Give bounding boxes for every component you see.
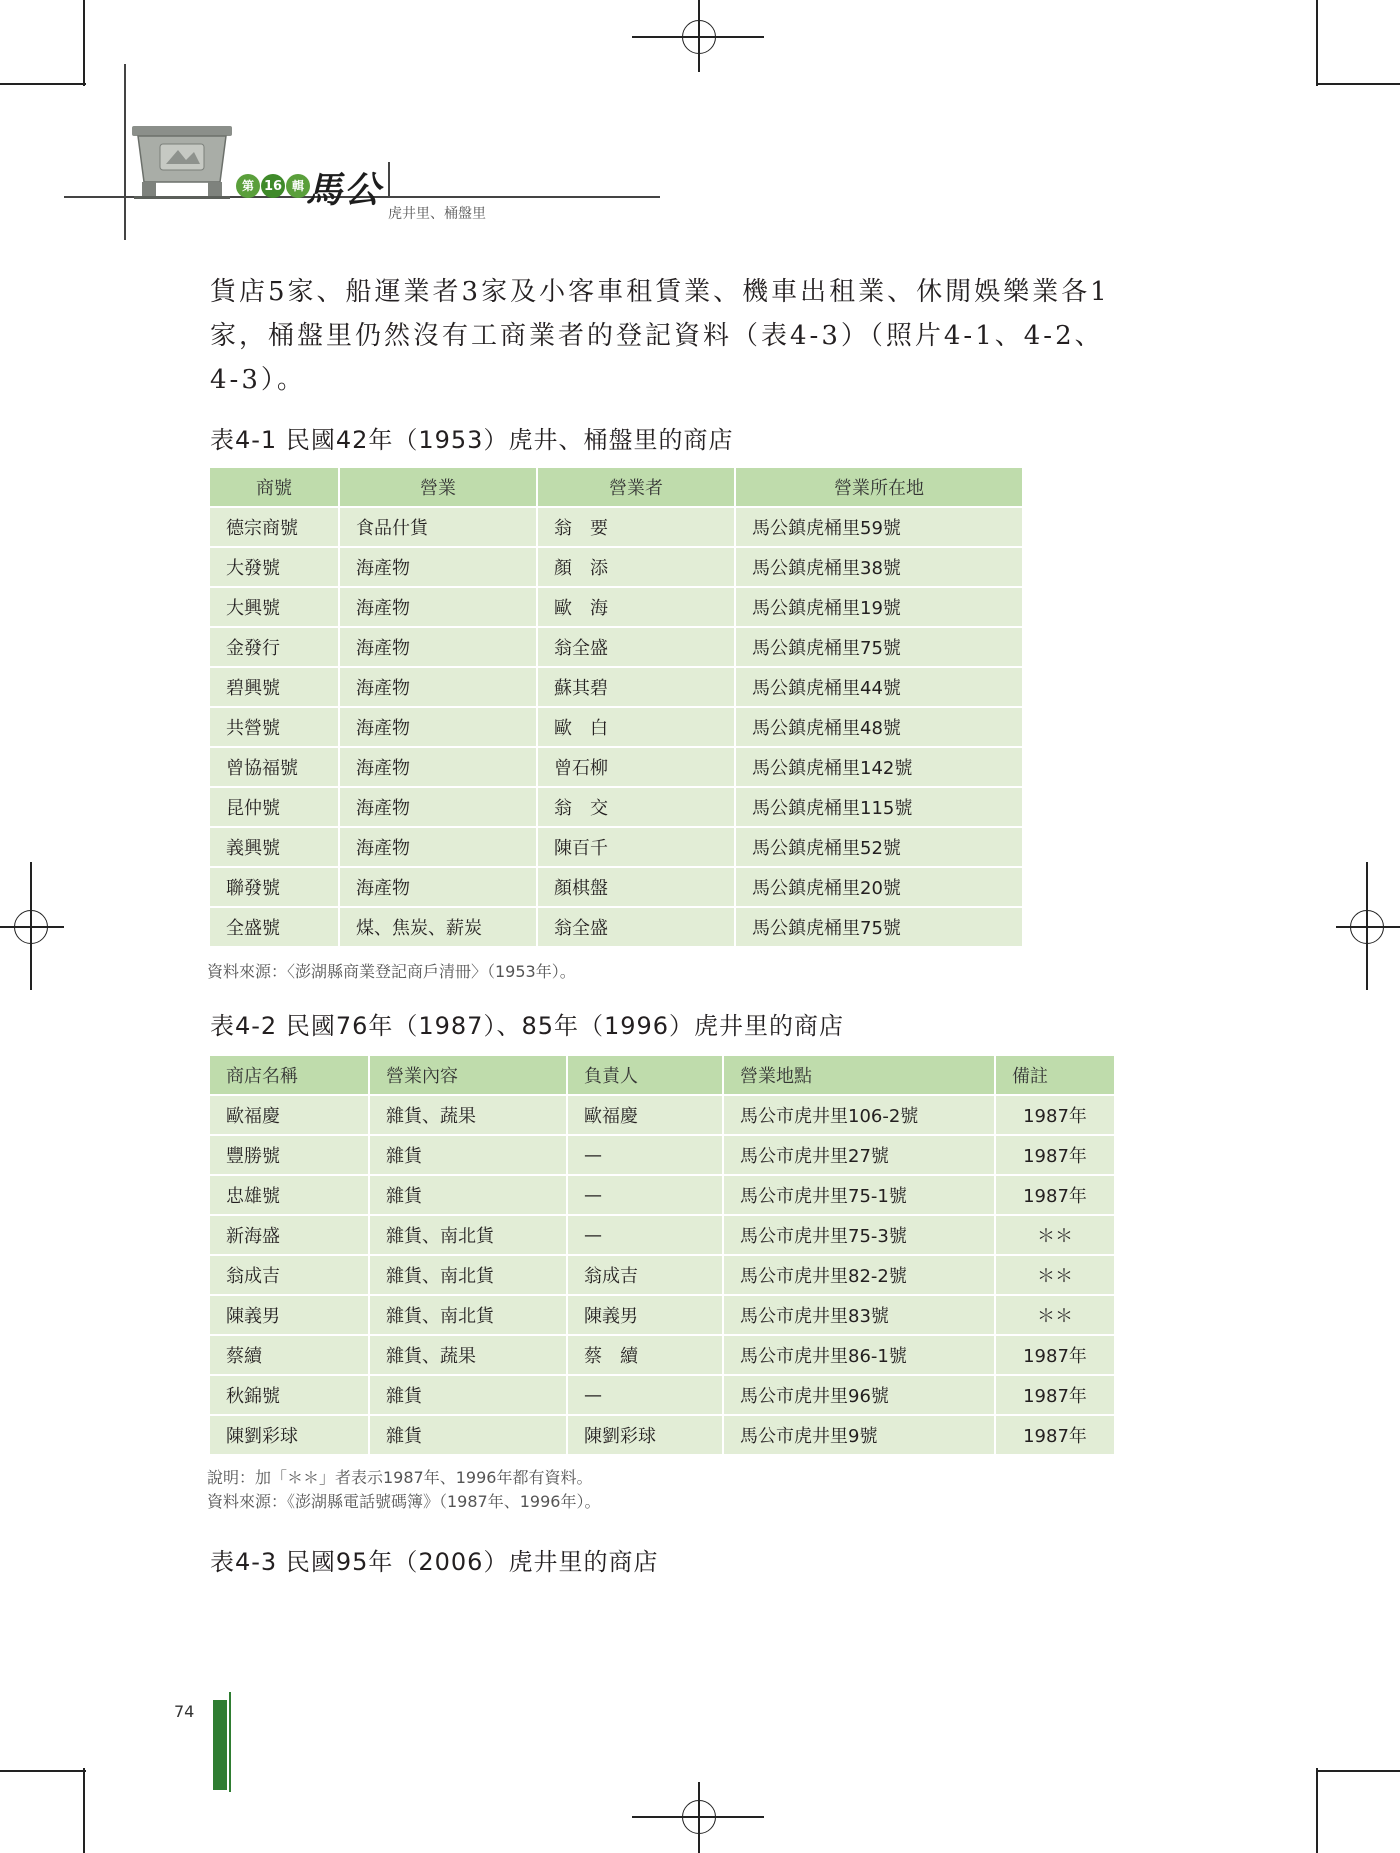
- table-cell: 翁成吉: [209, 1255, 369, 1295]
- table-cell: 蔡 續: [567, 1335, 723, 1375]
- table-cell: 雜貨、蔬果: [369, 1095, 567, 1135]
- table1-header-row: [209, 467, 1023, 507]
- table-cell: 秋錦號: [209, 1375, 369, 1415]
- table-cell: 馬公鎮虎桶里75號: [735, 627, 1023, 667]
- table-cell: 曾協福號: [209, 747, 339, 787]
- table-row: [209, 627, 1023, 667]
- table-cell: 忠雄號: [209, 1175, 369, 1215]
- table-row: [209, 907, 1023, 947]
- series-badge-prefix: 第: [236, 174, 260, 198]
- table-row: [209, 1415, 1115, 1455]
- table1-header-cell: 營業: [339, 467, 537, 507]
- table2-title: 表4-2 民國76年（1987）、85年（1996）虎井里的商店: [210, 1012, 845, 1040]
- table-cell: 海產物: [339, 747, 537, 787]
- header-vertical-rule: [124, 64, 126, 240]
- table2-header-cell: 營業地點: [723, 1055, 995, 1095]
- table-cell: 馬公市虎井里75-3號: [723, 1215, 995, 1255]
- paragraph-line: 家，桶盤里仍然沒有工商業者的登記資料（表4-3）（照片4-1、4-2、: [210, 321, 1104, 351]
- table1-title: 表4-1 民國42年（1953）虎井、桶盤里的商店: [210, 426, 734, 454]
- table-row: [209, 827, 1023, 867]
- series-badge-suffix: 輯: [286, 174, 310, 198]
- table-cell: 食品什貨: [339, 507, 537, 547]
- table-cell: 翁全盛: [537, 907, 735, 947]
- series-badge: [236, 174, 311, 198]
- table-cell: 海產物: [339, 547, 537, 587]
- table2-header-cell: 負責人: [567, 1055, 723, 1095]
- body-paragraph: [210, 270, 1200, 402]
- table-cell: 歐福慶: [567, 1095, 723, 1135]
- table1-source: 資料來源：〈澎湖縣商業登記商戶清冊〉（1953年）。: [207, 962, 576, 981]
- table-row: [209, 1335, 1115, 1375]
- table2-header-cell: 營業內容: [369, 1055, 567, 1095]
- table-cell: —: [567, 1375, 723, 1415]
- table-cell: 1987年: [995, 1415, 1115, 1455]
- table-cell: 馬公市虎井里75-1號: [723, 1175, 995, 1215]
- table-cell: 1987年: [995, 1375, 1115, 1415]
- table-cell: 1987年: [995, 1095, 1115, 1135]
- table-cell: 顏棋盤: [537, 867, 735, 907]
- table-cell: 馬公市虎井里96號: [723, 1375, 995, 1415]
- table-cell: 陳劉彩球: [209, 1415, 369, 1455]
- table-cell: 雜貨、南北貨: [369, 1255, 567, 1295]
- table-cell: 翁全盛: [537, 627, 735, 667]
- table-cell: 海產物: [339, 867, 537, 907]
- table-cell: 1987年: [995, 1335, 1115, 1375]
- table-cell: 蔡續: [209, 1335, 369, 1375]
- table-cell: 馬公市虎井里106-2號: [723, 1095, 995, 1135]
- table-cell: 翁 要: [537, 507, 735, 547]
- region-title: 馬公: [306, 169, 383, 211]
- table-cell: 豐勝號: [209, 1135, 369, 1175]
- table2: [208, 1054, 1116, 1456]
- table-cell: 歐福慶: [209, 1095, 369, 1135]
- table-row: [209, 1295, 1115, 1335]
- table-cell: 馬公鎮虎桶里44號: [735, 667, 1023, 707]
- table-cell: 海產物: [339, 707, 537, 747]
- table-row: [209, 867, 1023, 907]
- table-cell: 新海盛: [209, 1215, 369, 1255]
- table-row: [209, 547, 1023, 587]
- table-cell: 馬公鎮虎桶里52號: [735, 827, 1023, 867]
- table-row: [209, 1135, 1115, 1175]
- table-cell: 馬公鎮虎桶里59號: [735, 507, 1023, 547]
- table-cell: 陳劉彩球: [567, 1415, 723, 1455]
- series-badge-number: 16: [261, 174, 285, 198]
- table-cell: 馬公鎮虎桶里20號: [735, 867, 1023, 907]
- table-cell: 海產物: [339, 827, 537, 867]
- table-row: [209, 1175, 1115, 1215]
- table-cell: 馬公市虎井里83號: [723, 1295, 995, 1335]
- table-cell: 雜貨、蔬果: [369, 1335, 567, 1375]
- table-cell: 馬公市虎井里86-1號: [723, 1335, 995, 1375]
- page-number: 74: [174, 1702, 195, 1721]
- table-cell: 馬公鎮虎桶里115號: [735, 787, 1023, 827]
- table-cell: 馬公市虎井里9號: [723, 1415, 995, 1455]
- table-cell: 馬公鎮虎桶里19號: [735, 587, 1023, 627]
- table-cell: 德宗商號: [209, 507, 339, 547]
- table2-header-cell: 商店名稱: [209, 1055, 369, 1095]
- table-row: [209, 507, 1023, 547]
- header-tick-rule: [388, 162, 390, 196]
- table-cell: —: [567, 1215, 723, 1255]
- page-number-rule: [229, 1692, 231, 1792]
- table1-header-cell: 營業所在地: [735, 467, 1023, 507]
- table-cell: ＊＊: [995, 1215, 1115, 1255]
- table-row: [209, 1375, 1115, 1415]
- table-cell: 聯發號: [209, 867, 339, 907]
- paragraph-line: 4-3）。: [210, 365, 306, 395]
- table-cell: 雜貨: [369, 1175, 567, 1215]
- table-cell: 馬公市虎井里82-2號: [723, 1255, 995, 1295]
- table1-header-cell: 營業者: [537, 467, 735, 507]
- table-cell: 海產物: [339, 587, 537, 627]
- table-cell: 全盛號: [209, 907, 339, 947]
- table-cell: 1987年: [995, 1135, 1115, 1175]
- paragraph-line: 貨店5家、船運業者3家及小客車租賃業、機車出租業、休閒娛樂業各1: [210, 277, 1110, 307]
- table-cell: 昆仲號: [209, 787, 339, 827]
- table2-note: 說明：加「＊＊」者表示1987年、1996年都有資料。: [207, 1468, 593, 1487]
- table-cell: 歐 海: [537, 587, 735, 627]
- table-cell: 雜貨、南北貨: [369, 1215, 567, 1255]
- table-cell: 雜貨: [369, 1135, 567, 1175]
- table-cell: 陳義男: [209, 1295, 369, 1335]
- table-cell: 馬公鎮虎桶里75號: [735, 907, 1023, 947]
- table-cell: 煤、焦炭、薪炭: [339, 907, 537, 947]
- table-row: [209, 787, 1023, 827]
- table-cell: 馬公鎮虎桶里48號: [735, 707, 1023, 747]
- table2-source: 資料來源：《澎湖縣電話號碼簿》（1987年、1996年）。: [207, 1492, 601, 1511]
- table-row: [209, 1255, 1115, 1295]
- table-cell: —: [567, 1135, 723, 1175]
- table-cell: 馬公鎮虎桶里142號: [735, 747, 1023, 787]
- table-cell: 雜貨: [369, 1375, 567, 1415]
- table-row: [209, 747, 1023, 787]
- table-cell: 翁成吉: [567, 1255, 723, 1295]
- table-row: [209, 667, 1023, 707]
- chapter-subtitle: 虎井里、桶盤里: [388, 206, 486, 222]
- table-cell: 顏 添: [537, 547, 735, 587]
- table-cell: 陳義男: [567, 1295, 723, 1335]
- table-cell: 大興號: [209, 587, 339, 627]
- table2-header-row: [209, 1055, 1115, 1095]
- table-cell: 海產物: [339, 787, 537, 827]
- table-cell: 翁 交: [537, 787, 735, 827]
- table-cell: 蘇其碧: [537, 667, 735, 707]
- table2-header-cell: 備註: [995, 1055, 1115, 1095]
- table-cell: ＊＊: [995, 1295, 1115, 1335]
- table-row: [209, 587, 1023, 627]
- table-cell: 碧興號: [209, 667, 339, 707]
- table-cell: 歐 白: [537, 707, 735, 747]
- table3-title: 表4-3 民國95年（2006）虎井里的商店: [210, 1548, 659, 1576]
- page-number-bar: [213, 1700, 227, 1790]
- stone-vessel-icon: [128, 124, 236, 200]
- table-cell: 曾石柳: [537, 747, 735, 787]
- table-cell: 大發號: [209, 547, 339, 587]
- table-cell: 共營號: [209, 707, 339, 747]
- table-row: [209, 1095, 1115, 1135]
- table-row: [209, 707, 1023, 747]
- table-row: [209, 1215, 1115, 1255]
- table-cell: 陳百千: [537, 827, 735, 867]
- table-cell: 馬公鎮虎桶里38號: [735, 547, 1023, 587]
- table-cell: 海產物: [339, 627, 537, 667]
- table-cell: 金發行: [209, 627, 339, 667]
- table-cell: 雜貨、南北貨: [369, 1295, 567, 1335]
- table-cell: 1987年: [995, 1175, 1115, 1215]
- table-cell: 海產物: [339, 667, 537, 707]
- table-cell: —: [567, 1175, 723, 1215]
- table-cell: 馬公市虎井里27號: [723, 1135, 995, 1175]
- table1: [208, 466, 1024, 948]
- table-cell: ＊＊: [995, 1255, 1115, 1295]
- table-cell: 雜貨: [369, 1415, 567, 1455]
- table-cell: 義興號: [209, 827, 339, 867]
- table1-header-cell: 商號: [209, 467, 339, 507]
